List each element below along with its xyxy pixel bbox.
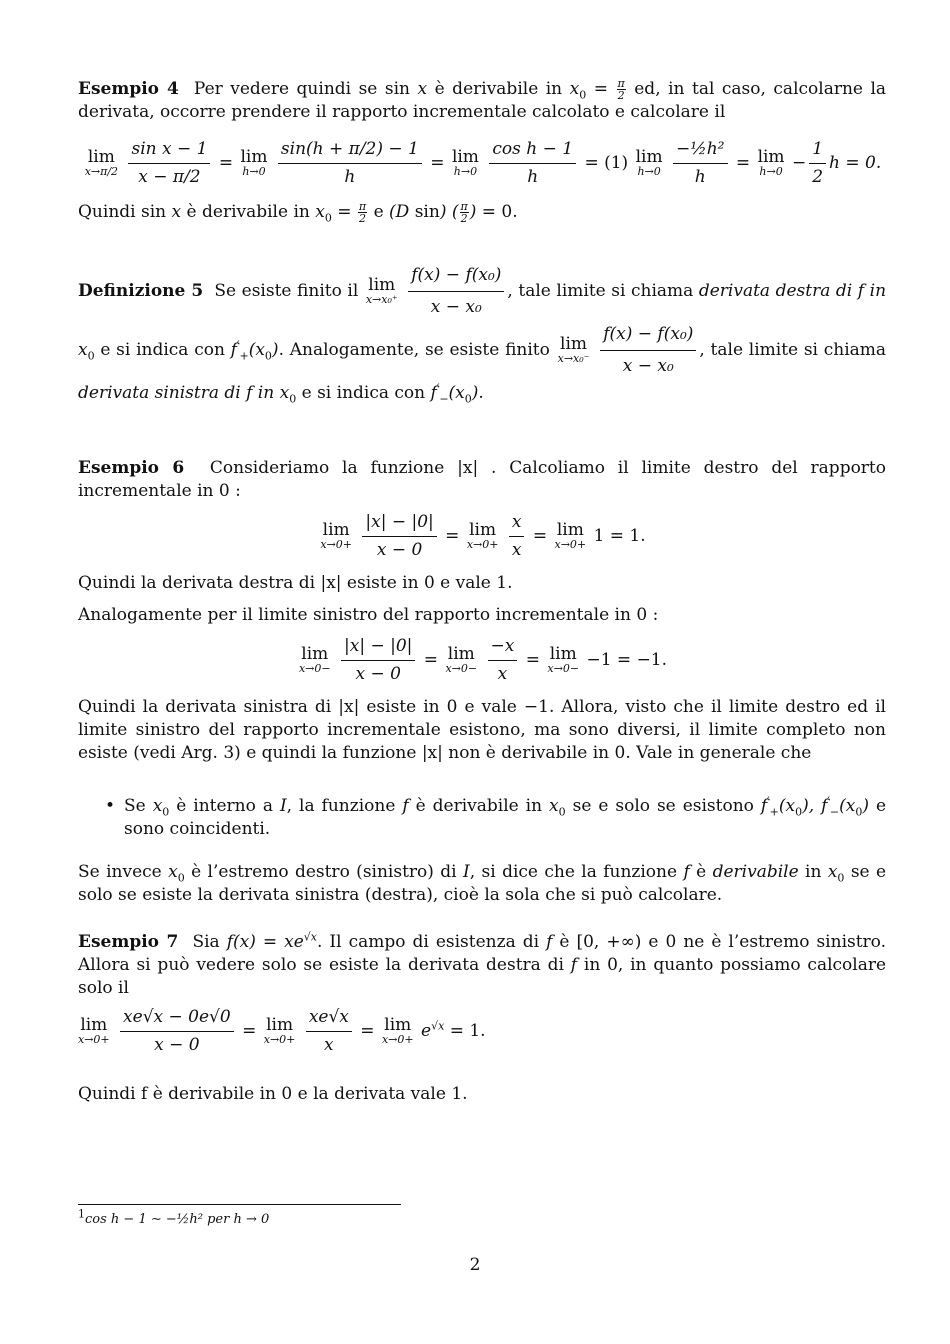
text: e [373,202,384,222]
lim-subscript: x→0+ [263,1033,296,1046]
text: e sono coincidenti. [124,796,887,839]
numerator: |x| − |0| [341,635,415,661]
bullet-list [78,795,886,841]
text: ed, in tal caso, calcolarne la derivata, occorre prendere il rapporto incrementale calcolato e calcolare il [78,79,887,122]
lim-subscript: x→0+ [320,538,352,551]
numerator: f(x) − f(x₀) [600,321,696,351]
numerator: −½h² [673,138,728,164]
numerator: xe√x − 0e√0 [120,1006,234,1032]
footnote-rule [78,1204,401,1205]
lim-operator: lim [322,520,350,540]
denominator: h [527,167,539,187]
display-equation-2: lim x→0+ $\frac{|x| - |0|}{x - 0}$ = lim x→0+ $\frac{x}{x}$ = lim x→0+ 1 = 1. [320,512,646,560]
term-derivable: derivabile [712,862,799,882]
denominator: x [324,1035,334,1055]
numerator: cos h − 1 [489,138,576,164]
text: è derivabile in [415,796,543,816]
example-7-conclusion: Quindi f è derivabile in 0 e la derivata vale 1. [78,1084,468,1104]
example-4-conclusion: Quindi sin x è derivabile in $x_0$ = $\frac{\pi}{2}$ e (D sin) ( $\frac{\pi}{2}$ ) = 0. [78,200,518,225]
denominator: h [344,167,356,187]
lim-operator: lim [556,520,584,540]
lim-subscript: x→0− [298,662,331,675]
general-remark: Se invece $x_0$ è l’estremo destro (sinistro) di I, si dice che la funzione f è derivabile in $x_0$ se e solo se esiste la derivata sinistra (destra), cioè la sola che si può calcolare. [78,862,887,905]
text: Se [124,796,146,816]
lim-operator: lim [560,334,588,354]
display-equation-1: lim x→π/2 $\frac{\text{sin x − 1}}{x - \pi/2}$ = lim h→0 $\frac{\sin(h + \pi/2) - 1}{h}$ = lim h→0 $\frac{\text{cos h − 1}}{h}$ = (1) lim h→0 $\frac{\text{−½h²}}{h}$ = lim h→0 − $\frac{1}{2}$ h = 0. [84,139,882,187]
numerator: −x [488,635,518,661]
lim-subscript: h→0 [637,165,661,178]
example-6-label: Esempio 6 [78,458,185,478]
lim-subscript: x→0+ [466,538,499,551]
numerator: 1 [809,138,826,164]
example-6-right-conclusion: Quindi la derivata destra di |x| esiste in 0 e vale 1. [78,573,513,593]
text: Se esiste finito il [214,281,359,301]
denominator: x [497,664,508,684]
text: Quindi [78,202,136,222]
text: in [805,862,822,882]
lim-subscript: x→0+ [78,1033,110,1046]
text: . Il campo di esistenza di [316,932,540,952]
list-item: • Se $x_0$ è interno a I, la funzione f è derivabile in $x_0$ se e solo se esistono $f'_+(x_0)$, $f'_-(x_0)$ e sono coincidenti. [78,795,886,841]
lim-operator: lim [757,147,785,167]
lim-operator: lim [368,275,396,295]
lim-subscript: h→0 [453,165,478,178]
definition-5-label: Definizione 5 [78,281,204,301]
numerator: |x| − |0| [362,511,436,537]
text: Se invece [78,862,162,882]
lim-subscript: h→0 [242,165,266,178]
text: Consideriamo la funzione |x| . Calcoliamo il limite destro del rapporto incrementale in 0 : [78,458,887,501]
lim-operator: lim [266,1015,294,1035]
text: Per vedere quindi se [193,79,378,99]
page-body [78,78,886,1106]
text: in 0, in quanto possiamo calcolare solo il [78,955,887,998]
equation-tail: 1 = 1. [593,526,646,546]
denominator: x − 0 [376,540,423,560]
text: è [0, +∞) e 0 ne è l’estremo sinistro. Allora si può vedere solo se esiste la derivata destra di [78,932,887,975]
denominator: x − x₀ [622,356,674,376]
example-4-label: Esempio 4 [78,79,179,99]
example-7-label: Esempio 7 [78,932,179,952]
example-7: Esempio 7 Sia $f(x) = xe^{√x}$. Il campo di esistenza di f è [0, +∞) e 0 ne è l’estremo sinistro. Allora si può vedere solo se esiste la derivata destra di f in 0, in quanto possiamo calcolare solo il [78,930,887,998]
text: se e solo se esiste la derivata sinistra (destra), cioè la sola che si può calcolare. [78,862,887,905]
lim-operator: lim [87,147,115,167]
text: , tale limite si chiama [507,281,694,301]
definition-5: Definizione 5 Se esiste finito il lim x→x₀⁺ $\frac{\text{f(x) − f(x₀)}}{\text{x − x₀}}$ , tale limite si chiama derivata destra di f in $x_0$ e si indica con $f'_+(x_0)$. Analogamente, se esiste finito lim x→x₀⁻ $\frac{\text{f(x) − f(x₀)}}{\text{x − x₀}}$ , tale limite si chiama derivata sinistra di f in $x_0$ e si indica con $f'_-(x_0)$. [78,262,886,407]
term-left-derivative: derivata sinistra di f in [78,383,275,403]
lim-operator: lim [635,147,663,167]
lim-subscript: x→x₀⁺ [365,293,398,306]
denominator: h [694,167,706,187]
text: e si indica con [100,340,225,360]
text: , la funzione [286,796,396,816]
lim-subscript: x→x₀⁻ [557,352,590,365]
text: , tale limite si chiama [699,340,887,360]
denominator: x − π/2 [138,167,201,187]
numerator: f(x) − f(x₀) [408,262,504,292]
lim-subscript: x→0+ [554,538,587,551]
denominator: x − 0 [154,1035,200,1055]
footnote-reference: = (1) [584,153,629,173]
lim-operator: lim [469,520,497,540]
term-right-derivative: derivata destra di f in [698,281,887,301]
lim-subscript: x→0− [547,662,580,675]
denominator: x − 0 [355,664,401,684]
example-6 [78,457,886,503]
footnote: $^1$cos h − 1 ∼ −½h² per h → 0 [78,1207,270,1227]
text: Sia [192,932,220,952]
denominator: 2 [812,167,824,187]
lim-operator: lim [451,147,479,167]
example-6-left-conclusion: Quindi la derivata sinistra di |x| esiste in 0 e vale −1. Allora, visto che il limite destro ed il limite sinistro del rapporto incrementale esistono, ma sono diversi, il limite completo non esiste (vedi Arg. 3) e quindi la funzione |x| non è derivabile in 0. Vale in generale che [78,697,886,763]
page-number: 2 [469,1255,481,1275]
text: e si indica con [301,383,426,403]
equation-tail: −1 = −1. [586,650,668,670]
display-equation-3: lim x→0− $\frac{|x| - |0|}{x - 0}$ = lim x→0− $\frac{-x}{x}$ = lim x→0− −1 = −1. [298,636,668,684]
display-equation-4: lim x→0+ $\frac{xe√x - 0e√0}{x - 0}$ = lim x→0+ $\frac{xe√x}{x}$ = lim x→0+ $e^{√x} = 1$. [78,1007,486,1055]
numerator: xe√x [306,1006,352,1032]
equation-tail: = 1. [449,1021,486,1041]
equation-tail: h = 0. [829,153,882,173]
numerator: sin x − 1 [128,138,210,164]
lim-operator: lim [447,644,475,664]
lim-subscript: x→π/2 [84,165,119,178]
footnote-text: cos h − 1 ∼ −½h² per h → 0 [85,1212,270,1227]
denominator: x [511,540,522,560]
example-4: Esempio 4 Per vedere quindi se sin x è derivabile in $x_0$ = $\frac{\pi}{2}$ ed, in tal caso, calcolarne la derivata, occorre prendere il rapporto incrementale calcolato e calcolare il [78,77,887,122]
text: è [696,862,707,882]
lim-subscript: x→0+ [381,1033,414,1046]
lim-subscript: h→0 [759,165,783,178]
text: è l’estremo destro (sinistro) di [191,862,457,882]
text: è interno a [176,796,273,816]
example-6-left-intro: Analogamente per il limite sinistro del rapporto incrementale in 0 : [78,605,659,625]
text: è derivabile in [434,79,563,99]
lim-operator: lim [549,644,577,664]
lim-subscript: x→0− [445,662,478,675]
numerator: x [509,511,525,537]
text: , si dice che la funzione [469,862,678,882]
lim-operator: lim [384,1015,412,1035]
text: è derivabile in [186,202,310,222]
lim-operator: lim [301,644,329,664]
denominator: x − x₀ [430,297,482,317]
text: se e solo se esistono [572,796,754,816]
lim-operator: lim [80,1015,108,1035]
text: . Analogamente, se esiste finito [278,340,550,360]
numerator: sin(h + π/2) − 1 [278,138,422,164]
lim-operator: lim [240,147,268,167]
